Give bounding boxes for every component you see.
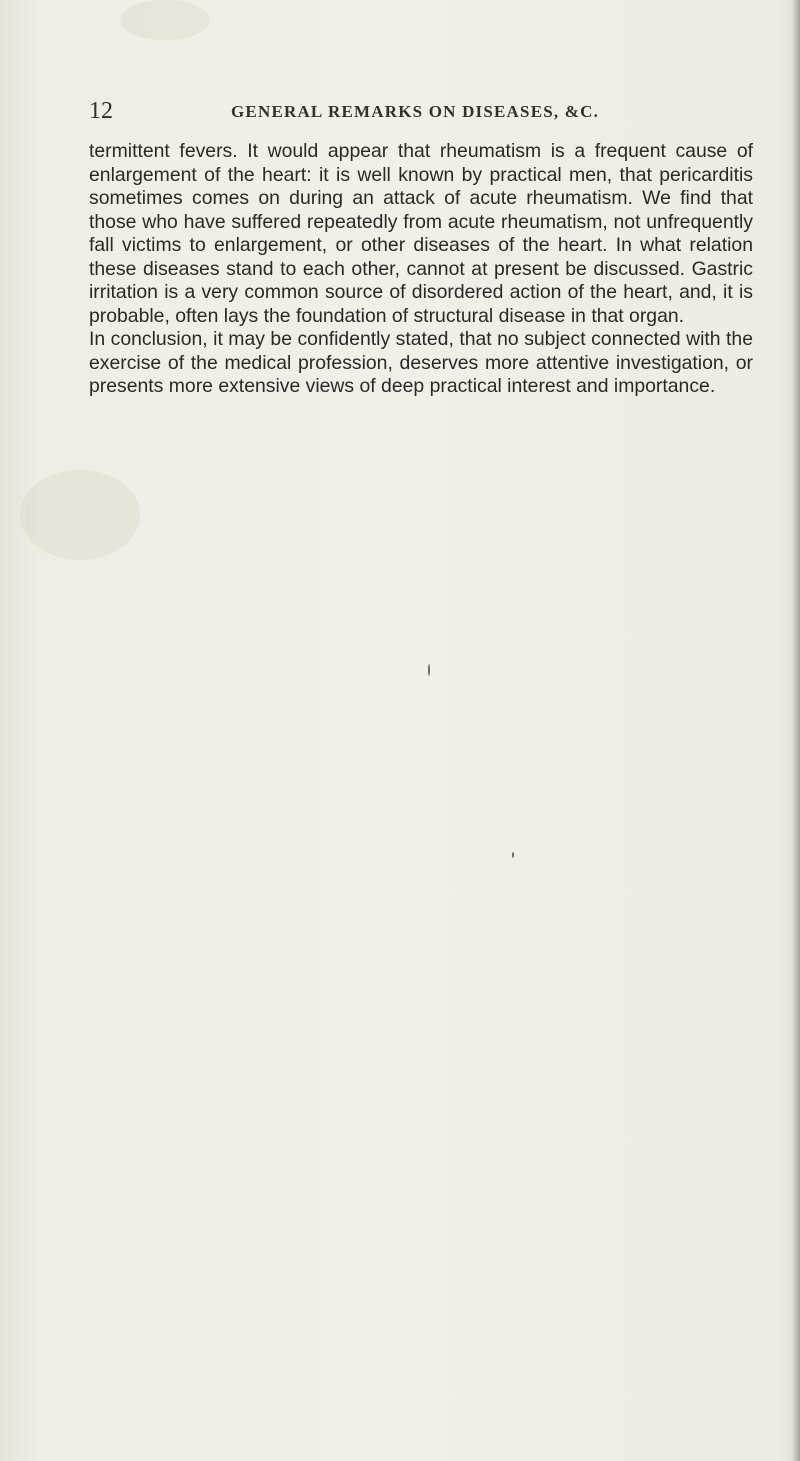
page-number: 12 [89, 98, 113, 124]
paper-stain [20, 470, 140, 560]
page-body [89, 140, 753, 399]
page-header [89, 96, 749, 126]
paragraph: termittent fevers. It would appear that rheumatism is a frequent cause of enlargement of the heart: it is well known by practical men, that pericarditis sometimes comes on during an attack of acute rheumatism. We find that those who have suffered repeatedly from acute rheumatism, not unfrequently fall victims to enlargement, or other diseases of the heart. In what relation these diseases stand to each other, cannot at present be discussed. Gastric irritation is a very common source of disordered action of the heart, and, it is probable, often lays the foundation of structural disease in that organ. [89, 140, 753, 327]
paper-stain [120, 0, 210, 40]
print-speck [512, 852, 514, 858]
page-edge-shadow [792, 0, 800, 1461]
running-head: GENERAL REMARKS ON DISEASES, &C. [231, 102, 600, 121]
print-speck [428, 664, 430, 676]
paragraph: In conclusion, it may be confidently stated, that no subject connected with the exercise of the medical profession, deserves more attentive investigation, or presents more extensive views of deep practical interest and importance. [89, 328, 753, 397]
